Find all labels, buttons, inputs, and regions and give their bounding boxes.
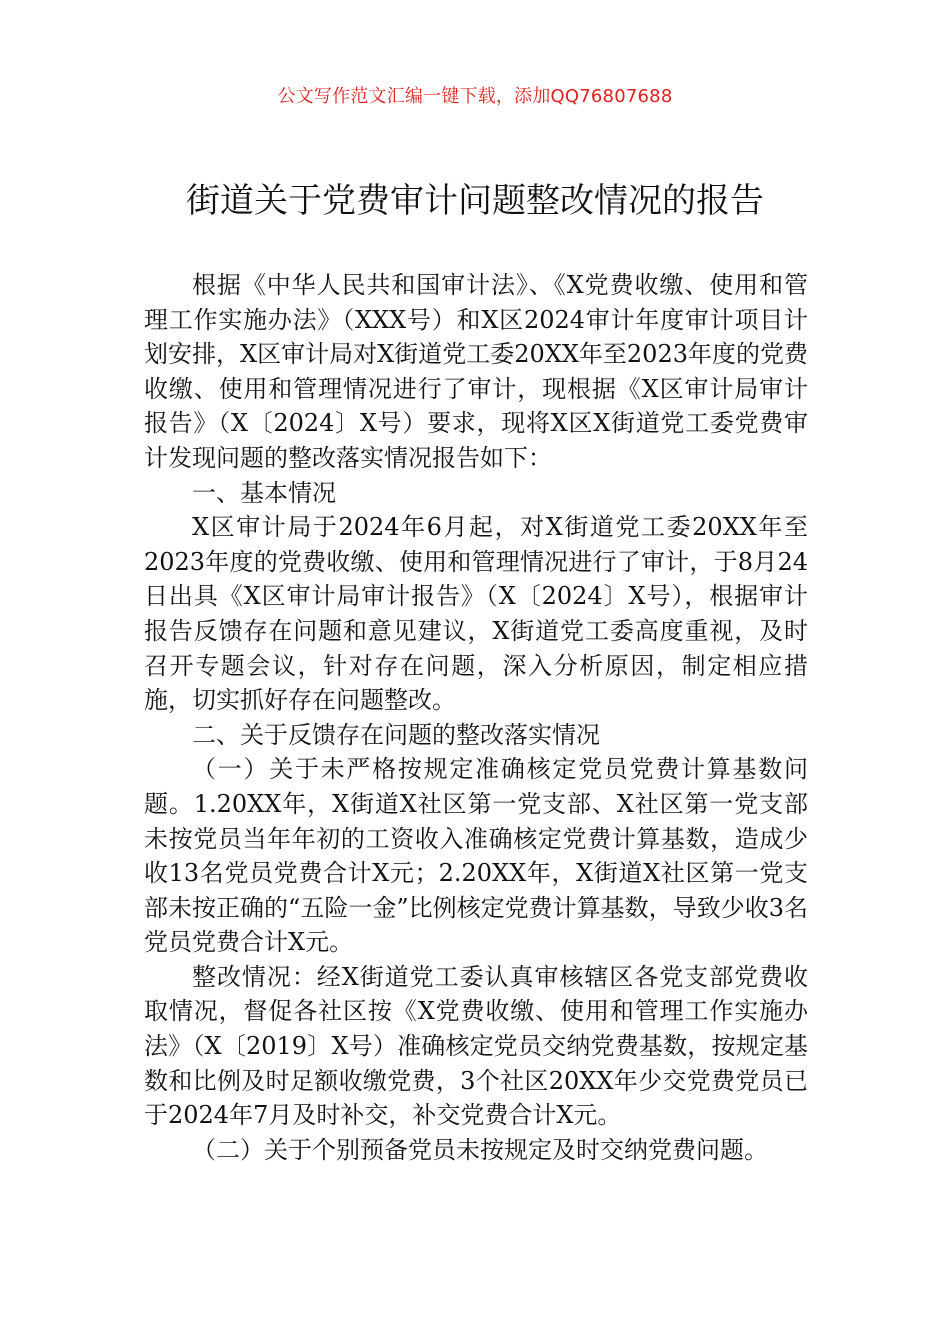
paragraph-rectification-one: 整改情况：经X街道党工委认真审核辖区各党支部党费收取情况，督促各社区按《X党费收缴、使用和管理工作实施办法》（X〔2019〕X号）准确核定党员交纳党费基数，按规定基数和比例及时足额收缴党费，3个社区20XX年少交党费党员已于2024年7月及时补交，补交党费合计X元。 xyxy=(144,962,808,1130)
document-title: 街道关于党费审计问题整改情况的报告 xyxy=(186,181,764,221)
paragraph-basic-situation: X区审计局于2024年6月起，对X街道党工委20XX年至2023年度的党费收缴、使用和管理情况进行了审计，于8月24日出具《X区审计局审计报告》（X〔2024〕X号），根据审计报告反馈存在问题和意见建议，X街道党工委高度重视，及时召开专题会议，针对存在问题，深入分析原因，制定相应措施，切实抓好存在问题整改。 xyxy=(144,513,808,715)
document-body xyxy=(144,268,808,1167)
paragraph-issue-two: （二）关于个别预备党员未按规定及时交纳党费问题。 xyxy=(192,1135,768,1164)
header-note: 公文写作范文汇编一键下载，添加QQ76807688 xyxy=(277,86,673,107)
heading-basic-situation: 一、基本情况 xyxy=(192,478,336,507)
paragraph-issue-one: （一）关于未严格按规定准确核定党员党费计算基数问题。1.20XX年，X街道X社区第一党支部、X社区第一党支部未按党员当年年初的工资收入准确核定党费计算基数，造成少收13名党员党费合计X元；2.20XX年，X街道X社区第一党支部未按正确的“五险一金”比例核定党费计算基数，导致少收3名党员党费合计X元。 xyxy=(144,755,808,957)
paragraph-intro: 根据《中华人民共和国审计法》、《X党费收缴、使用和管理工作实施办法》（XXX号）和X区2024审计年度审计项目计划安排，X区审计局对X街道党工委20XX年至2023年度的党费收缴、使用和管理情况进行了审计，现根据《X区审计局审计报告》（X〔2024〕X号）要求，现将X区X街道党工委党费审计发现问题的整改落实情况报告如下： xyxy=(144,271,808,472)
heading-rectification: 二、关于反馈存在问题的整改落实情况 xyxy=(192,720,600,749)
